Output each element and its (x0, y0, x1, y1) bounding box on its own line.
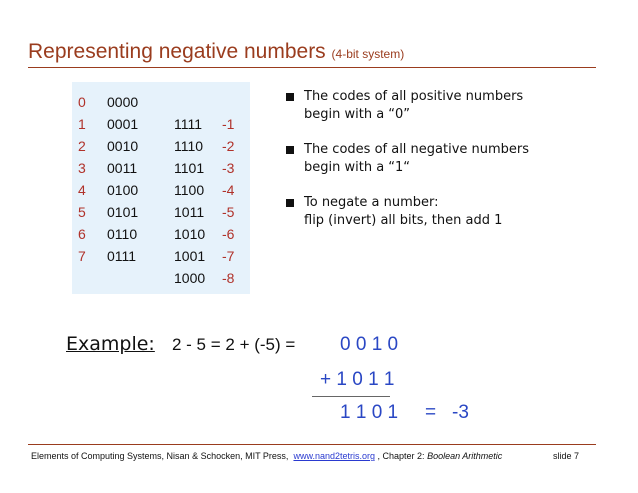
decimal-cell: 6 (78, 226, 86, 242)
decimal-cell: 7 (78, 248, 86, 264)
decimal-cell: 0 (78, 94, 86, 110)
square-bullet-icon (286, 199, 294, 207)
positive-code-cell: 0011 (107, 160, 138, 176)
bullet-item (286, 194, 586, 230)
negative-code-cell: 1101 (174, 160, 205, 176)
bullet-text-line: The codes of all negative numbers (304, 142, 530, 157)
slide-title (28, 40, 404, 64)
example-result: 1 1 0 1 (340, 402, 399, 423)
bullet-text-line: The codes of all positive numbers (304, 89, 524, 104)
positive-code-cell: 0110 (107, 226, 138, 242)
table-row (72, 182, 250, 204)
example-operand-1: 0 0 1 0 (340, 334, 399, 355)
bullet-item (286, 141, 586, 177)
footer-chapter-label: , Chapter 2: (377, 451, 425, 461)
negative-value-cell: -2 (222, 138, 235, 154)
negative-value-cell: -7 (222, 248, 235, 264)
bullet-item (286, 88, 586, 124)
table-row (72, 248, 250, 270)
table-row (72, 116, 250, 138)
footer-chapter-title: Boolean Arithmetic (427, 451, 503, 461)
table-row (72, 94, 250, 116)
bullet-text-line: begin with a “1“ (304, 160, 411, 175)
example-label: Example: (66, 333, 155, 355)
positive-code-cell: 0101 (107, 204, 139, 220)
square-bullet-icon (286, 93, 294, 101)
negative-code-cell: 1110 (174, 138, 204, 154)
bullet-list (286, 88, 586, 247)
negative-value-cell: -8 (222, 270, 235, 286)
negative-code-cell: 1000 (174, 270, 206, 286)
negative-code-cell: 1010 (174, 226, 206, 242)
bullet-text-line: begin with a “0” (304, 107, 411, 122)
positive-code-cell: 0111 (107, 248, 137, 264)
example-equals-sign: = (425, 402, 437, 423)
slide-number: slide 7 (553, 451, 580, 461)
negative-value-cell: -1 (222, 116, 235, 132)
example-equation: 2 - 5 = 2 + (-5) = (172, 335, 296, 354)
footer-link[interactable]: www.nand2tetris.org (293, 451, 375, 461)
positive-code-cell: 0100 (107, 182, 139, 198)
table-row (72, 226, 250, 248)
positive-code-cell: 0010 (107, 138, 139, 154)
positive-code-cell: 0001 (107, 116, 139, 132)
negative-value-cell: -5 (222, 204, 235, 220)
table-row (72, 160, 250, 182)
negative-code-cell: 1111 (174, 116, 203, 132)
title-divider (28, 67, 596, 68)
negative-value-cell: -6 (222, 226, 235, 242)
table-row (72, 204, 250, 226)
sum-line (312, 396, 390, 397)
decimal-cell: 4 (78, 182, 86, 198)
decimal-cell: 1 (78, 116, 86, 132)
binary-table (72, 82, 250, 294)
negative-code-cell: 1001 (174, 248, 206, 264)
bullet-text-line: flip (invert) all bits, then add 1 (304, 213, 503, 228)
slide-subtitle: (4-bit system) (331, 47, 405, 61)
example-answer: -3 (452, 402, 469, 423)
negative-value-cell: -3 (222, 160, 235, 176)
square-bullet-icon (286, 146, 294, 154)
negative-code-cell: 1100 (174, 182, 205, 198)
negative-value-cell: -4 (222, 182, 235, 198)
decimal-cell: 5 (78, 204, 86, 220)
slide-title-text: Representing negative numbers (28, 40, 326, 63)
example-operand-2: + 1 0 1 1 (320, 369, 395, 390)
positive-code-cell: 0000 (107, 94, 139, 110)
table-row (72, 270, 250, 292)
footer-divider (28, 444, 596, 445)
decimal-cell: 2 (78, 138, 86, 154)
footer (31, 451, 502, 461)
decimal-cell: 3 (78, 160, 86, 176)
table-row (72, 138, 250, 160)
bullet-text-line: To negate a number: (304, 195, 439, 210)
negative-code-cell: 1011 (174, 204, 205, 220)
footer-citation: Elements of Computing Systems, Nisan & Schocken, MIT Press, (31, 451, 289, 461)
